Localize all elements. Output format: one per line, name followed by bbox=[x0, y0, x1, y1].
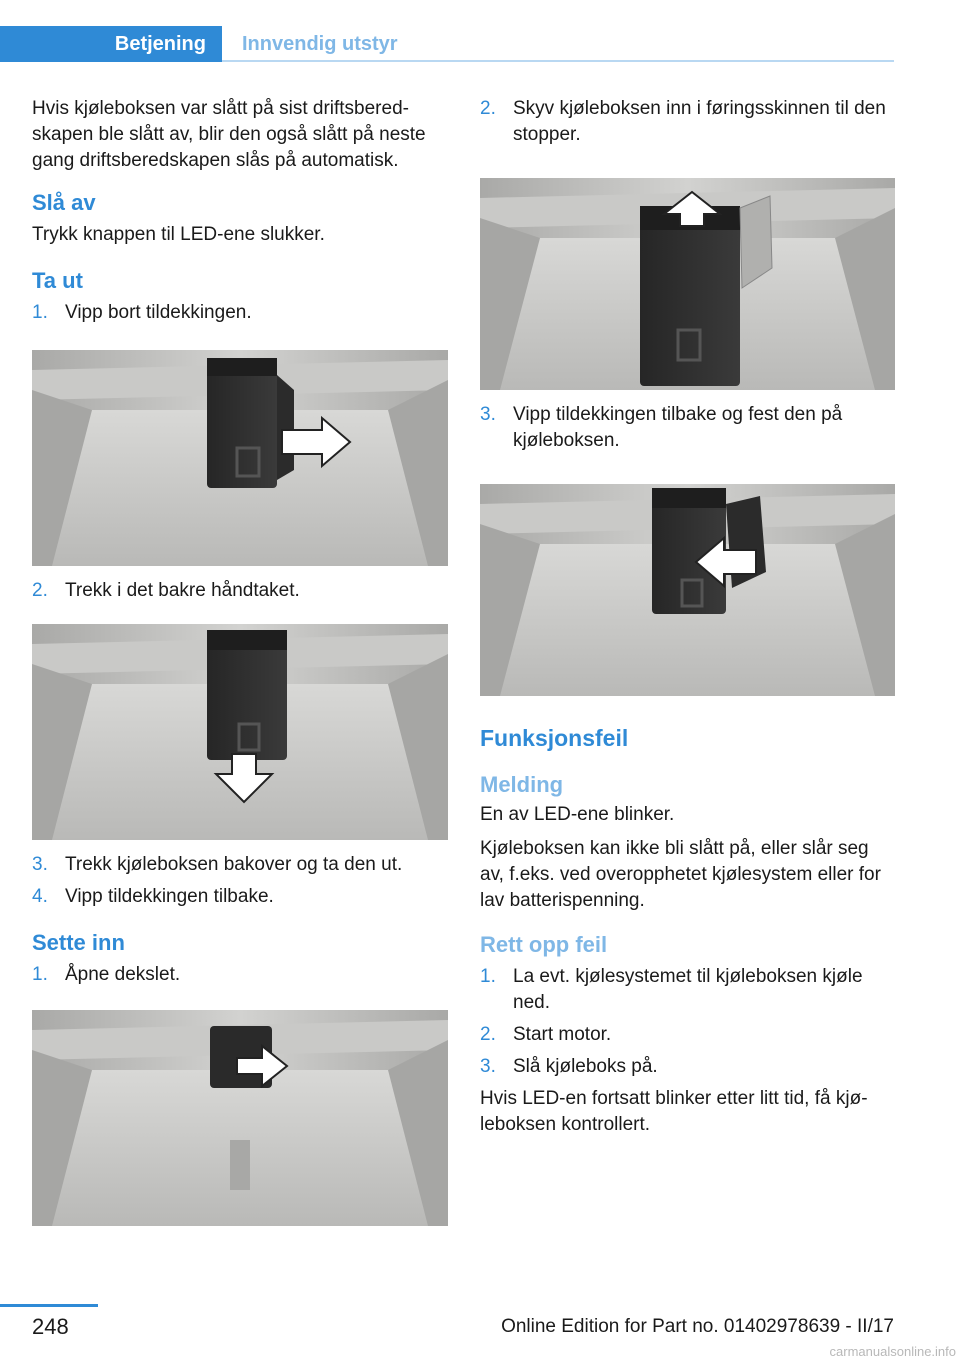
page-header bbox=[0, 0, 960, 64]
step-text: Vipp tildekkingen tilbake. bbox=[65, 886, 274, 907]
step-item bbox=[32, 578, 448, 604]
figure-pull-handle bbox=[32, 624, 448, 840]
step-text: Vipp bort tildekkingen. bbox=[65, 302, 252, 323]
heading-rett-opp-feil: Rett opp feil bbox=[480, 932, 608, 957]
step-item bbox=[480, 96, 896, 148]
figure-open-cover bbox=[32, 1010, 448, 1226]
step-number: 1. bbox=[32, 302, 48, 323]
left-column bbox=[32, 96, 448, 1226]
step-text: Skyv kjøleboksen inn i føringsskinnen til den stopper. bbox=[513, 98, 886, 145]
step-item bbox=[480, 1054, 896, 1080]
page-number: 248 bbox=[32, 1314, 69, 1339]
step-text: Trekk kjøleboksen bakover og ta den ut. bbox=[65, 854, 403, 875]
footer-accent-line bbox=[0, 1304, 98, 1307]
step-number: 1. bbox=[32, 964, 48, 985]
step-number: 4. bbox=[32, 886, 48, 907]
step-text: Trekk i det bakre håndtaket. bbox=[65, 580, 300, 601]
step-item bbox=[32, 884, 448, 910]
step-number: 3. bbox=[480, 404, 496, 425]
step-number: 3. bbox=[480, 1056, 496, 1077]
step-item bbox=[32, 852, 448, 878]
heading-sette-inn: Sette inn bbox=[32, 930, 125, 955]
closing-paragraph: Hvis LED-en fortsatt blinker etter litt tid, få kjøleboksen kontrollert. bbox=[480, 1088, 868, 1135]
step-item bbox=[32, 962, 448, 988]
step-text: Slå kjøleboks på. bbox=[513, 1056, 658, 1077]
step-item bbox=[480, 964, 896, 1016]
step-text: La evt. kjølesystemet til kjøleboksen kjøle ned. bbox=[513, 966, 863, 1013]
heading-ta-ut: Ta ut bbox=[32, 268, 83, 293]
edition-text: Online Edition for Part no. 01402978639 - II/17 bbox=[501, 1316, 894, 1337]
header-divider bbox=[222, 60, 894, 62]
step-text: Åpne dekslet. bbox=[65, 964, 181, 985]
figure-tilt-cover bbox=[32, 350, 448, 566]
step-text: Vipp tildekkingen tilbake og fest den på kjøleboksen. bbox=[513, 404, 843, 451]
step-number: 2. bbox=[32, 580, 48, 601]
right-column bbox=[480, 96, 896, 1138]
step-number: 1. bbox=[480, 966, 496, 987]
message-line: En av LED-ene blinker. bbox=[480, 804, 675, 825]
figure-fasten-cover bbox=[480, 484, 895, 696]
tab-betjening[interactable]: Betjening bbox=[0, 26, 222, 62]
step-number: 2. bbox=[480, 1024, 496, 1045]
step-number: 2. bbox=[480, 98, 496, 119]
heading-sla-av: Slå av bbox=[32, 190, 96, 215]
heading-funksjonsfeil: Funksjonsfeil bbox=[480, 725, 629, 751]
heading-melding: Melding bbox=[480, 772, 564, 797]
step-item bbox=[480, 1022, 896, 1048]
intro-paragraph: Hvis kjøleboksen var slått på sist driftsberedskapen ble slått av, blir den også slått på neste gang driftsberedskapen slås på automatisk. bbox=[32, 98, 426, 171]
step-number: 3. bbox=[32, 854, 48, 875]
tab-innvendig-utstyr[interactable]: Innvendig utstyr bbox=[242, 32, 398, 55]
figure-slide-in bbox=[480, 178, 895, 390]
step-item bbox=[32, 300, 448, 326]
watermark: carmanualsonline.info bbox=[829, 1344, 956, 1359]
sla-av-text: Trykk knappen til LED-ene slukker. bbox=[32, 224, 325, 245]
step-text: Start motor. bbox=[513, 1024, 612, 1045]
message-line: Kjøleboksen kan ikke bli slått på, eller slår seg av, f.eks. ved overopphetet kjølesystem eller for lav batterispenning. bbox=[480, 838, 881, 911]
step-item bbox=[480, 402, 896, 454]
